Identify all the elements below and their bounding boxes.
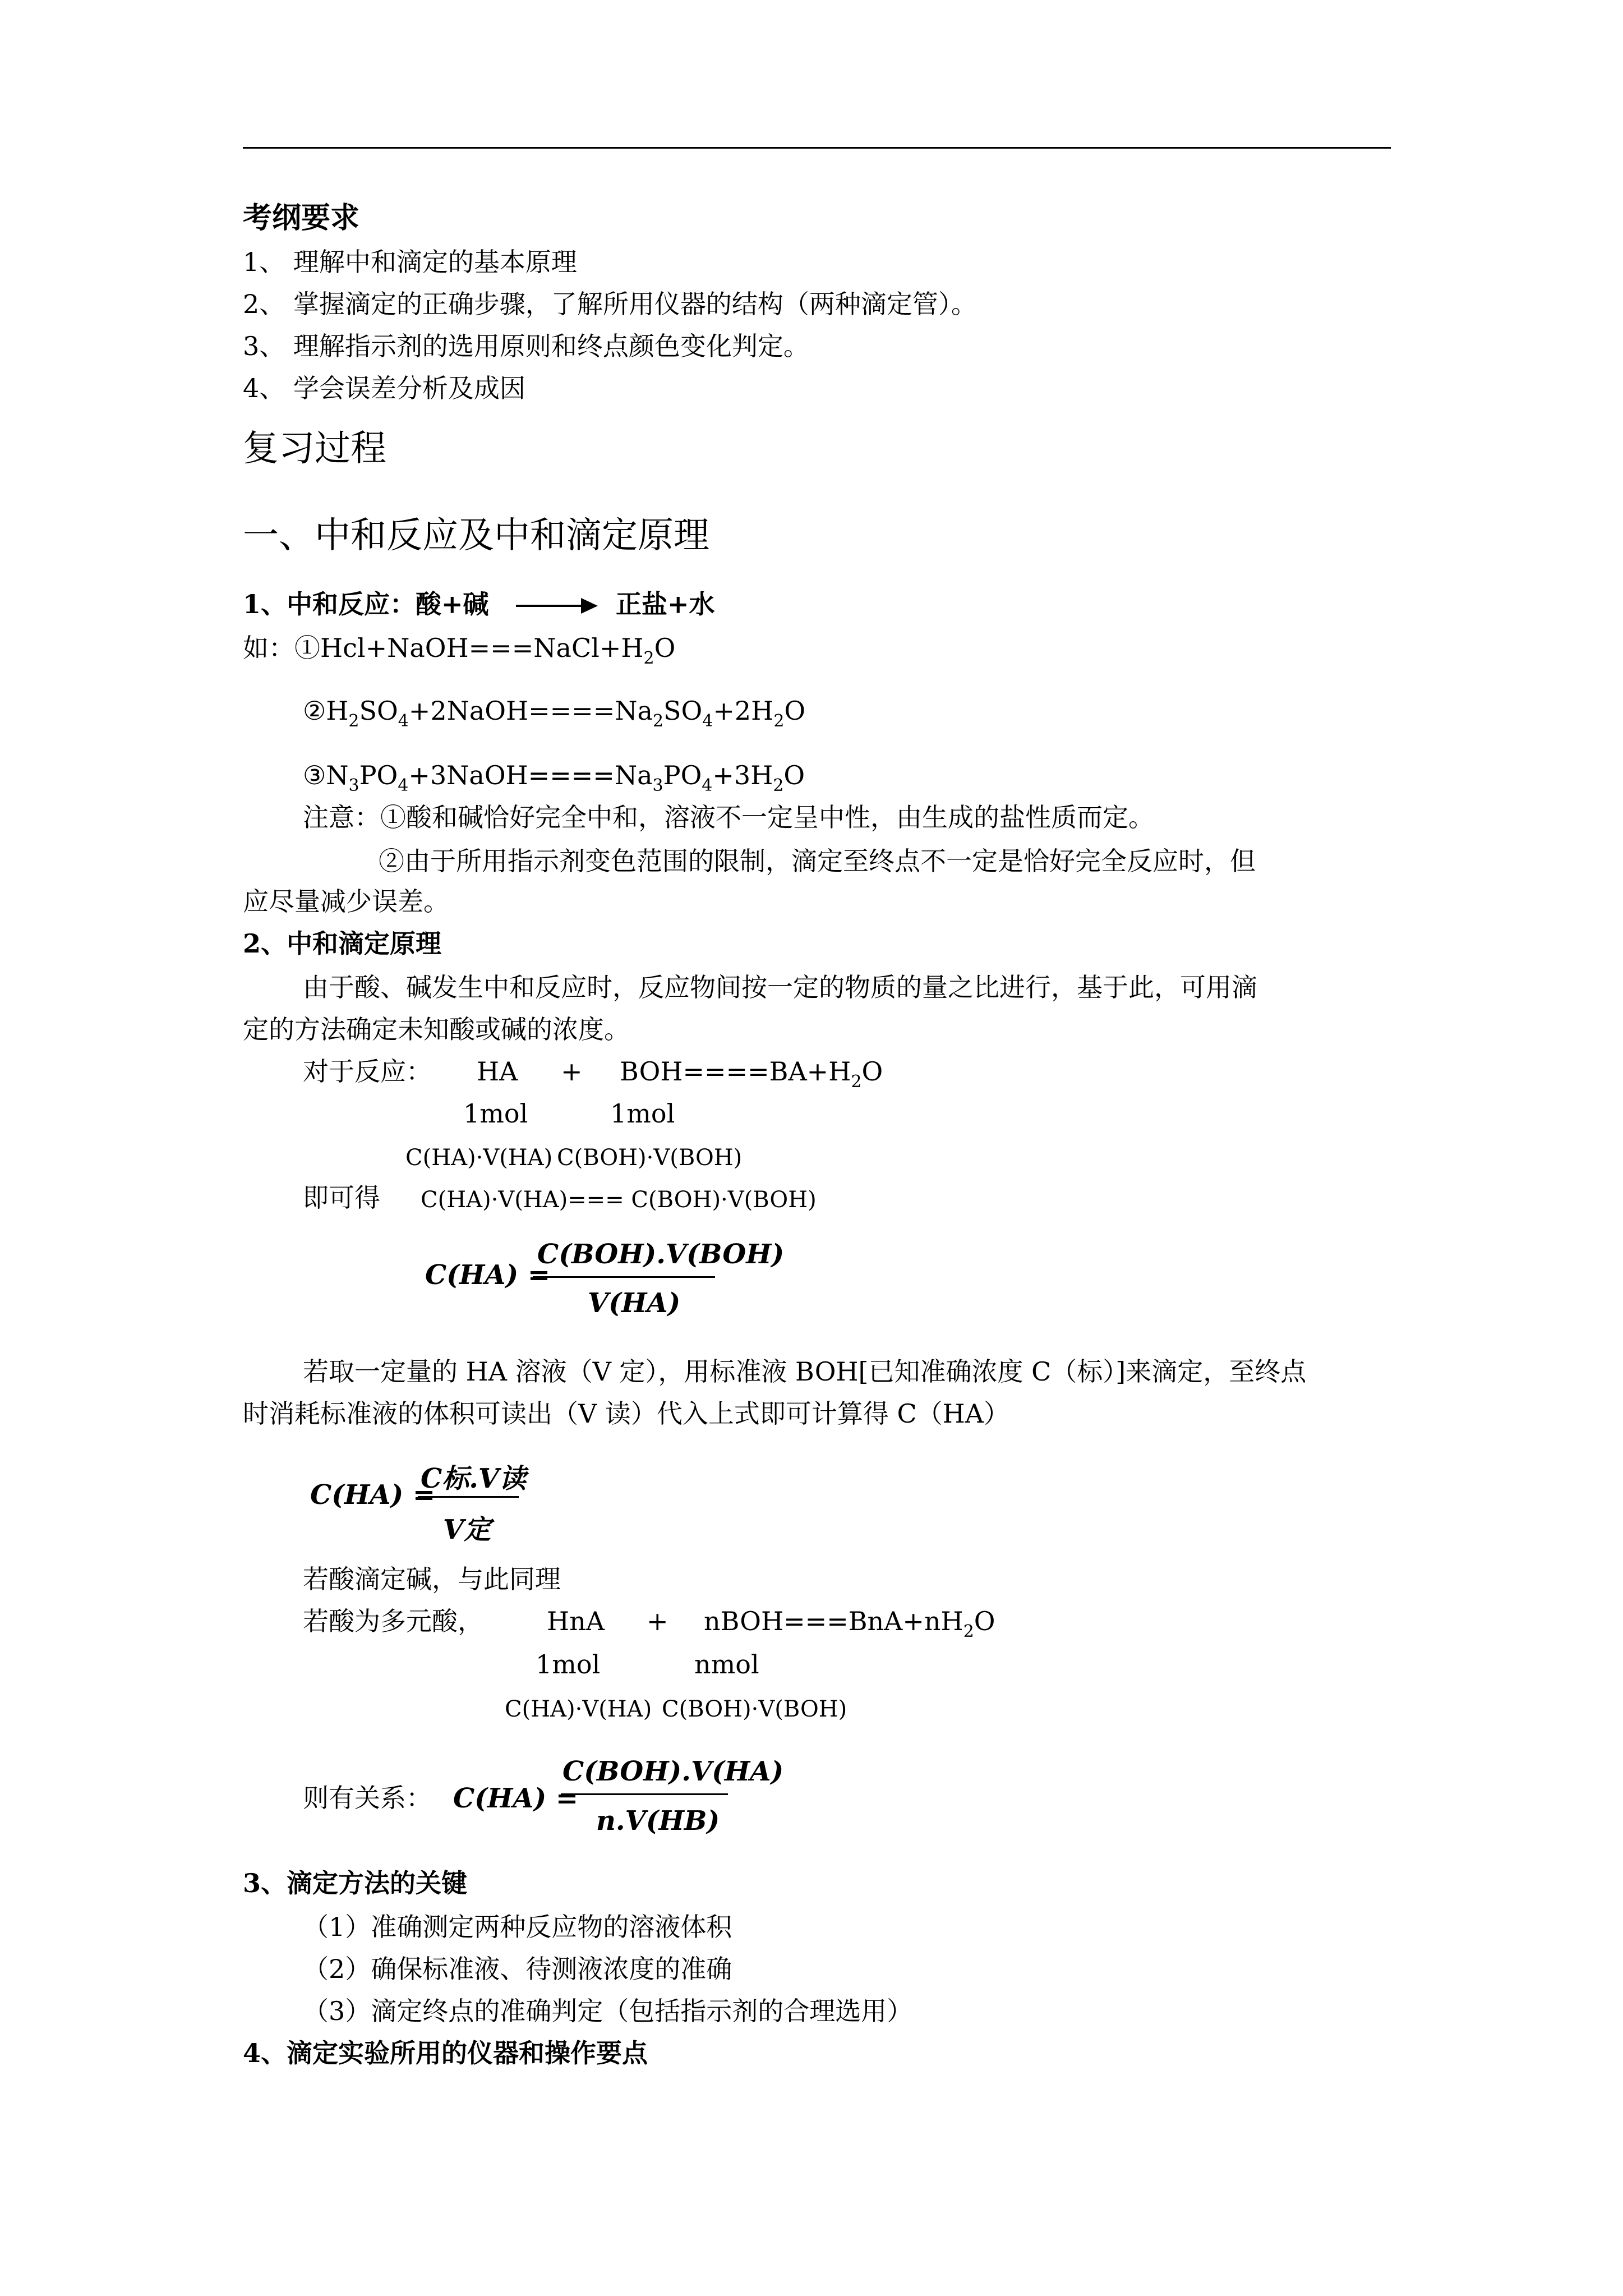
syllabus-item-4: 4、 学会误差分析及成因 [243,373,525,403]
reaction-label: 对于反应： [303,1056,432,1087]
reaction-arrow [516,605,583,607]
syllabus-heading: 考纲要求 [243,201,360,235]
frac2-denominator: V定 [443,1514,491,1545]
poly-hna: HnA [547,1606,605,1636]
reaction-rest [620,1057,883,1091]
example-prefix: 如： [243,633,294,663]
poly-mol2: nmol [694,1649,759,1680]
syllabus-item-2: 2、 掌握滴定的正确步骤，了解所用仪器的结构（两种滴定管）。 [243,289,977,319]
eq2-sub: 4 [702,711,713,731]
s1-title-right: 正盐+水 [616,589,715,619]
mol-ha: 1mol [463,1098,528,1129]
poly-sub: 2 [963,1622,974,1641]
reaction-plus: + [561,1056,583,1087]
note-2b: 应尽量减少误差。 [243,886,449,917]
s2-title: 2、中和滴定原理 [243,928,442,959]
frac1-lhs: C(HA) = [425,1259,551,1291]
s2-para1b: 定的方法确定未知酸或碱的浓度。 [243,1014,630,1045]
header-rule [243,147,1391,149]
frac3-denominator: n.V(HB) [596,1805,720,1837]
syllabus-item-1: 1、 理解中和滴定的基本原理 [243,247,577,277]
eq3-part: +3H [712,760,773,790]
s3-item-1: （1）准确测定两种反应物的溶液体积 [303,1912,732,1942]
s3-item-2: （2）确保标准液、待测液浓度的准确 [303,1954,732,1984]
eq3-part: PO [359,760,398,790]
eq1-end: O [654,633,676,663]
get-equation: C(HA)·V(HA)=== C(BOH)·V(BOH) [421,1187,817,1213]
eq2-sub: 2 [652,711,664,731]
cv-boh: C(BOH)·V(BOH) [557,1145,743,1171]
poly-o: O [974,1606,995,1636]
frac2-numerator: C标.V读 [421,1463,527,1494]
relation-label: 则有关系： [303,1783,432,1813]
syllabus-item-3: 3、 理解指示剂的选用原则和终点颜色变化判定。 [243,331,809,361]
reaction-sub: 2 [851,1072,862,1092]
s3-title: 3、滴定方法的关键 [243,1868,468,1898]
reaction-text: BOH====BA+H [620,1056,851,1087]
cv-ha: C(HA)·V(HA) [405,1145,553,1171]
arrow-head-icon [581,598,598,614]
s3-item-3: （3）滴定终点的准确判定（包括指示剂的合理选用） [303,1996,913,2026]
eq1-sub: 2 [643,648,654,668]
s4-title: 4、滴定实验所用的仪器和操作要点 [243,2038,648,2068]
eq2-part: +2NaOH====Na [408,696,653,726]
equation-3 [303,761,805,795]
eq2-sub: 2 [773,711,785,731]
eq2-sub: 4 [398,711,409,731]
frac3-bar [561,1793,728,1795]
frac1-bar [533,1276,715,1278]
frac1-denominator: V(HA) [588,1287,681,1319]
note-2a: ②由于所用指示剂变色范围的限制，滴定至终点不一定是恰好完全反应时，但 [379,846,1256,876]
frac3-numerator: C(BOH).V(HA) [562,1756,784,1787]
reaction-ha: HA [477,1056,518,1087]
eq2-part: ②H [303,696,349,726]
eq2-part: +2H [713,696,774,726]
s1-title-left: 1、中和反应：酸+碱 [243,589,489,619]
eq3-sub: 3 [348,776,359,795]
poly-text: nBOH===BnA+nH [704,1606,963,1636]
review-title: 复习过程 [243,428,386,470]
poly-label: 若酸为多元酸， [303,1606,483,1636]
eq1-text: ①Hcl+NaOH===NaCl+H [294,633,644,663]
eq3-sub: 4 [702,776,713,795]
eq3-part: PO [663,760,702,790]
eq3-sub: 4 [398,776,409,795]
s2-para2a: 若取一定量的 HA 溶液（V 定），用标准液 BOH[已知准确浓度 C（标）]来滴定，至终点 [303,1356,1307,1387]
note-1: 注意：①酸和碱恰好完全中和，溶液不一定呈中性，由生成的盐性质而定。 [303,802,1154,832]
eq2-part: O [784,696,806,726]
eq2-part: SO [663,696,703,726]
mol-boh: 1mol [610,1098,675,1129]
reaction-o: O [861,1056,883,1087]
poly-mol1: 1mol [536,1649,601,1680]
eq3-part: ③N [303,760,349,790]
frac3-lhs: C(HA) = [453,1783,579,1814]
eq3-part: +3NaOH====Na [408,760,653,790]
poly-cv2: C(BOH)·V(BOH) [662,1696,847,1722]
eq2-part: SO [359,696,398,726]
eq3-part: O [783,760,805,790]
frac2-bar [418,1496,519,1498]
eq2-sub: 2 [348,711,359,731]
section1-title: 一、中和反应及中和滴定原理 [243,515,709,556]
frac2-lhs: C(HA) = [310,1479,436,1511]
s2-para3: 若酸滴定碱，与此同理 [303,1564,561,1594]
equation-2 [303,697,805,730]
poly-rest [704,1607,995,1641]
poly-plus: + [647,1606,668,1636]
eq3-sub: 2 [773,776,784,795]
get-label: 即可得 [303,1182,380,1213]
s2-para2b: 时消耗标准液的体积可读出（V 读）代入上式即可计算得 C（HA） [243,1398,1009,1429]
s2-para1a: 由于酸、碱发生中和反应时，反应物间按一定的物质的量之比进行，基于此，可用滴 [303,972,1257,1002]
eq3-sub: 3 [652,776,663,795]
equation-1 [243,634,675,668]
frac1-numerator: C(BOH).V(BOH) [537,1239,785,1270]
poly-cv1: C(HA)·V(HA) [505,1696,652,1722]
